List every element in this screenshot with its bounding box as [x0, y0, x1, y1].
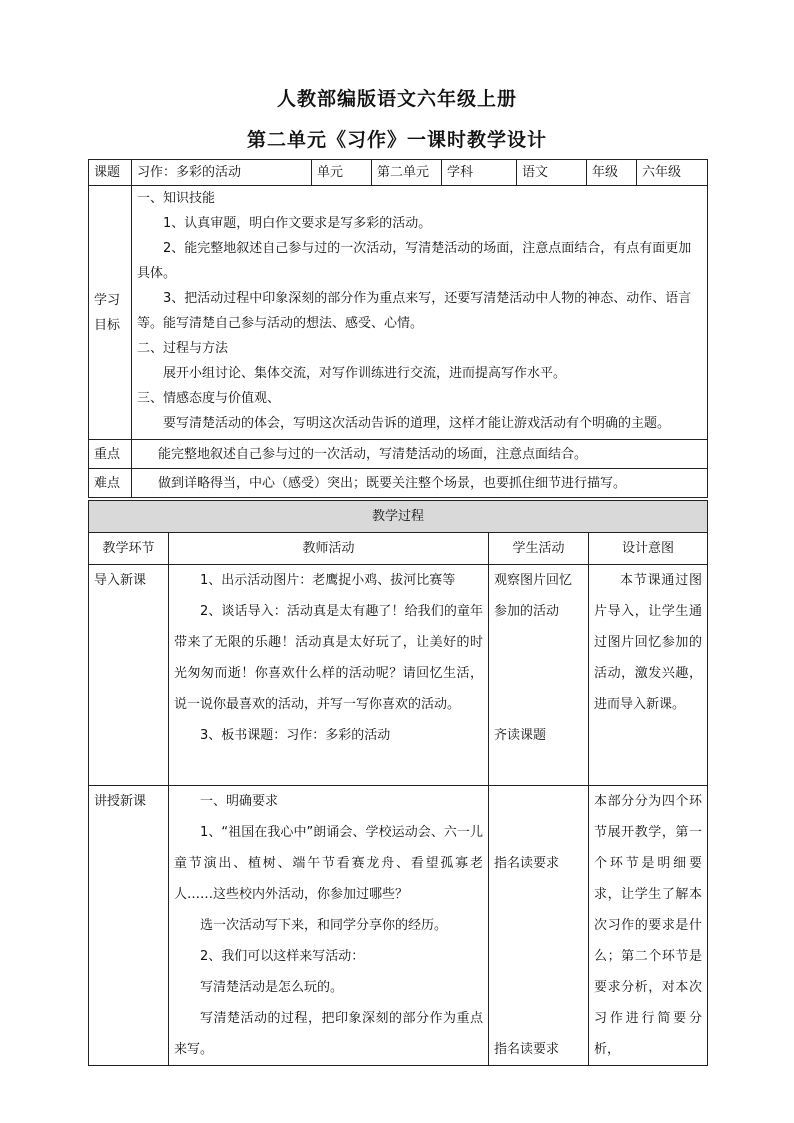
teacher-line: 写清楚活动是怎么玩的。: [200, 980, 344, 995]
teacher-line: 选一次活动写下来，和同学分享你的经历。: [200, 918, 448, 933]
col-intent-header: 设计意图: [589, 533, 708, 565]
lesson-info-table: [88, 159, 708, 498]
intent-cell: 本节课通过图片导入，让学生通过图片回忆参加的活动，激发兴趣，进而导入新课。: [589, 565, 708, 786]
objective-line: 3、把活动过程中印象深刻的部分作为重点来写，还要写清楚活动中人物的神态、动作、语言等。能写清楚自己参与活动的想法、感受、心情。: [137, 291, 692, 331]
teacher-line: 2、我们可以这样来写活动：: [200, 949, 365, 964]
process-band-title: 教学过程: [89, 501, 708, 533]
key-point-row: [89, 440, 708, 469]
header-row: [89, 160, 708, 186]
difficulty-row: [89, 469, 708, 498]
objective-line: 三、情感态度与价值观、: [137, 391, 281, 406]
teaching-process-table: [88, 500, 708, 1066]
col-stage-header: 教学环节: [89, 533, 169, 565]
teacher-line: 1、出示活动图片：老鹰捉小鸡、拔河比赛等: [200, 573, 456, 588]
student-line: 观察图片回忆参加的活动: [494, 573, 573, 619]
table-row: [89, 565, 708, 786]
teacher-line: 写清楚活动的过程，把印象深刻的部分作为重点来写。: [174, 1011, 483, 1057]
nian-ji-label: 年级: [587, 160, 637, 186]
objectives-label-line-1: 学习: [94, 292, 121, 308]
student-line: 指名读要求: [494, 1042, 560, 1057]
table-row: [89, 786, 708, 1066]
teacher-cell: [169, 786, 489, 1066]
dan-yuan-value: 第二单元: [372, 160, 442, 186]
student-cell: [489, 565, 589, 786]
teacher-line: 一、明确要求: [200, 794, 279, 809]
stage-cell: 导入新课: [89, 565, 169, 786]
document-title: 人教部编版语文六年级上册: [276, 88, 517, 110]
difficulty-label: 难点: [89, 469, 132, 498]
ke-ti-value: 习作：多彩的活动: [132, 160, 312, 186]
teacher-line: 1、“祖国在我心中”朗诵会、学校运动会、六一儿童节演出、植树、端午节看赛龙舟、看望孤寡老人……这些校内外活动，你参加过哪些？: [174, 825, 483, 902]
objectives-content: [132, 186, 708, 440]
dan-yuan-label: 单元: [312, 160, 372, 186]
objective-line: 二、过程与方法: [137, 341, 229, 356]
ke-ti-label: 课题: [89, 160, 132, 186]
col-teacher-header: 教师活动: [169, 533, 489, 565]
objective-line: 2、能完整地叙述自己参与过的一次活动，写清楚活动的场面，注意点面结合，有点有面更加具体。: [137, 241, 692, 281]
objective-line: 1、认真审题，明白作文要求是写多彩的活动。: [163, 216, 432, 231]
objectives-label: [89, 186, 132, 440]
key-point-label: 重点: [89, 440, 132, 469]
xue-ke-label: 学科: [442, 160, 517, 186]
student-line: 齐读课题: [494, 728, 547, 743]
objective-line: 展开小组讨论、集体交流，对写作训练进行交流，进而提高写作水平。: [163, 366, 567, 381]
objectives-row: [89, 186, 708, 440]
teacher-cell: [169, 565, 489, 786]
teacher-line: 3、板书课题：习作：多彩的活动: [200, 728, 391, 743]
intent-cell: 本部分分为四个环节展开教学，第一个环节是明细要求，让学生了解本次习作的要求是什么；第二个环节是要求分析，对本次习作进行简要分析，: [589, 786, 708, 1066]
nian-ji-value: 六年级: [637, 160, 708, 186]
document-subtitle: 第二单元《习作》一课时教学设计: [246, 129, 547, 151]
teacher-line: 2、谈话导入：活动真是太有趣了！给我们的童年带来了无限的乐趣！活动真是太好玩了，让美好的时光匆匆而逝！你喜欢什么样的活动呢？请回忆生活，说一说你最喜欢的活动，并写一写你喜欢的活动。: [174, 604, 483, 712]
stage-cell: 讲授新课: [89, 786, 169, 1066]
process-header-row: [89, 533, 708, 565]
objectives-label-line-2: 目标: [94, 317, 121, 333]
xue-ke-value: 语文: [517, 160, 587, 186]
student-line: 指名读要求: [494, 856, 560, 871]
student-cell: [489, 786, 589, 1066]
objective-line: 一、知识技能: [137, 191, 216, 206]
col-student-header: 学生活动: [489, 533, 589, 565]
difficulty-text: 做到详略得当，中心（感受）突出；既要关注整个场景，也要抓住细节进行描写。: [132, 469, 708, 498]
key-point-text: 能完整地叙述自己参与过的一次活动，写清楚活动的场面，注意点面结合。: [132, 440, 708, 469]
objective-line: 要写清楚活动的体会，写明这次活动告诉的道理，这样才能让游戏活动有个明确的主题。: [163, 416, 671, 431]
